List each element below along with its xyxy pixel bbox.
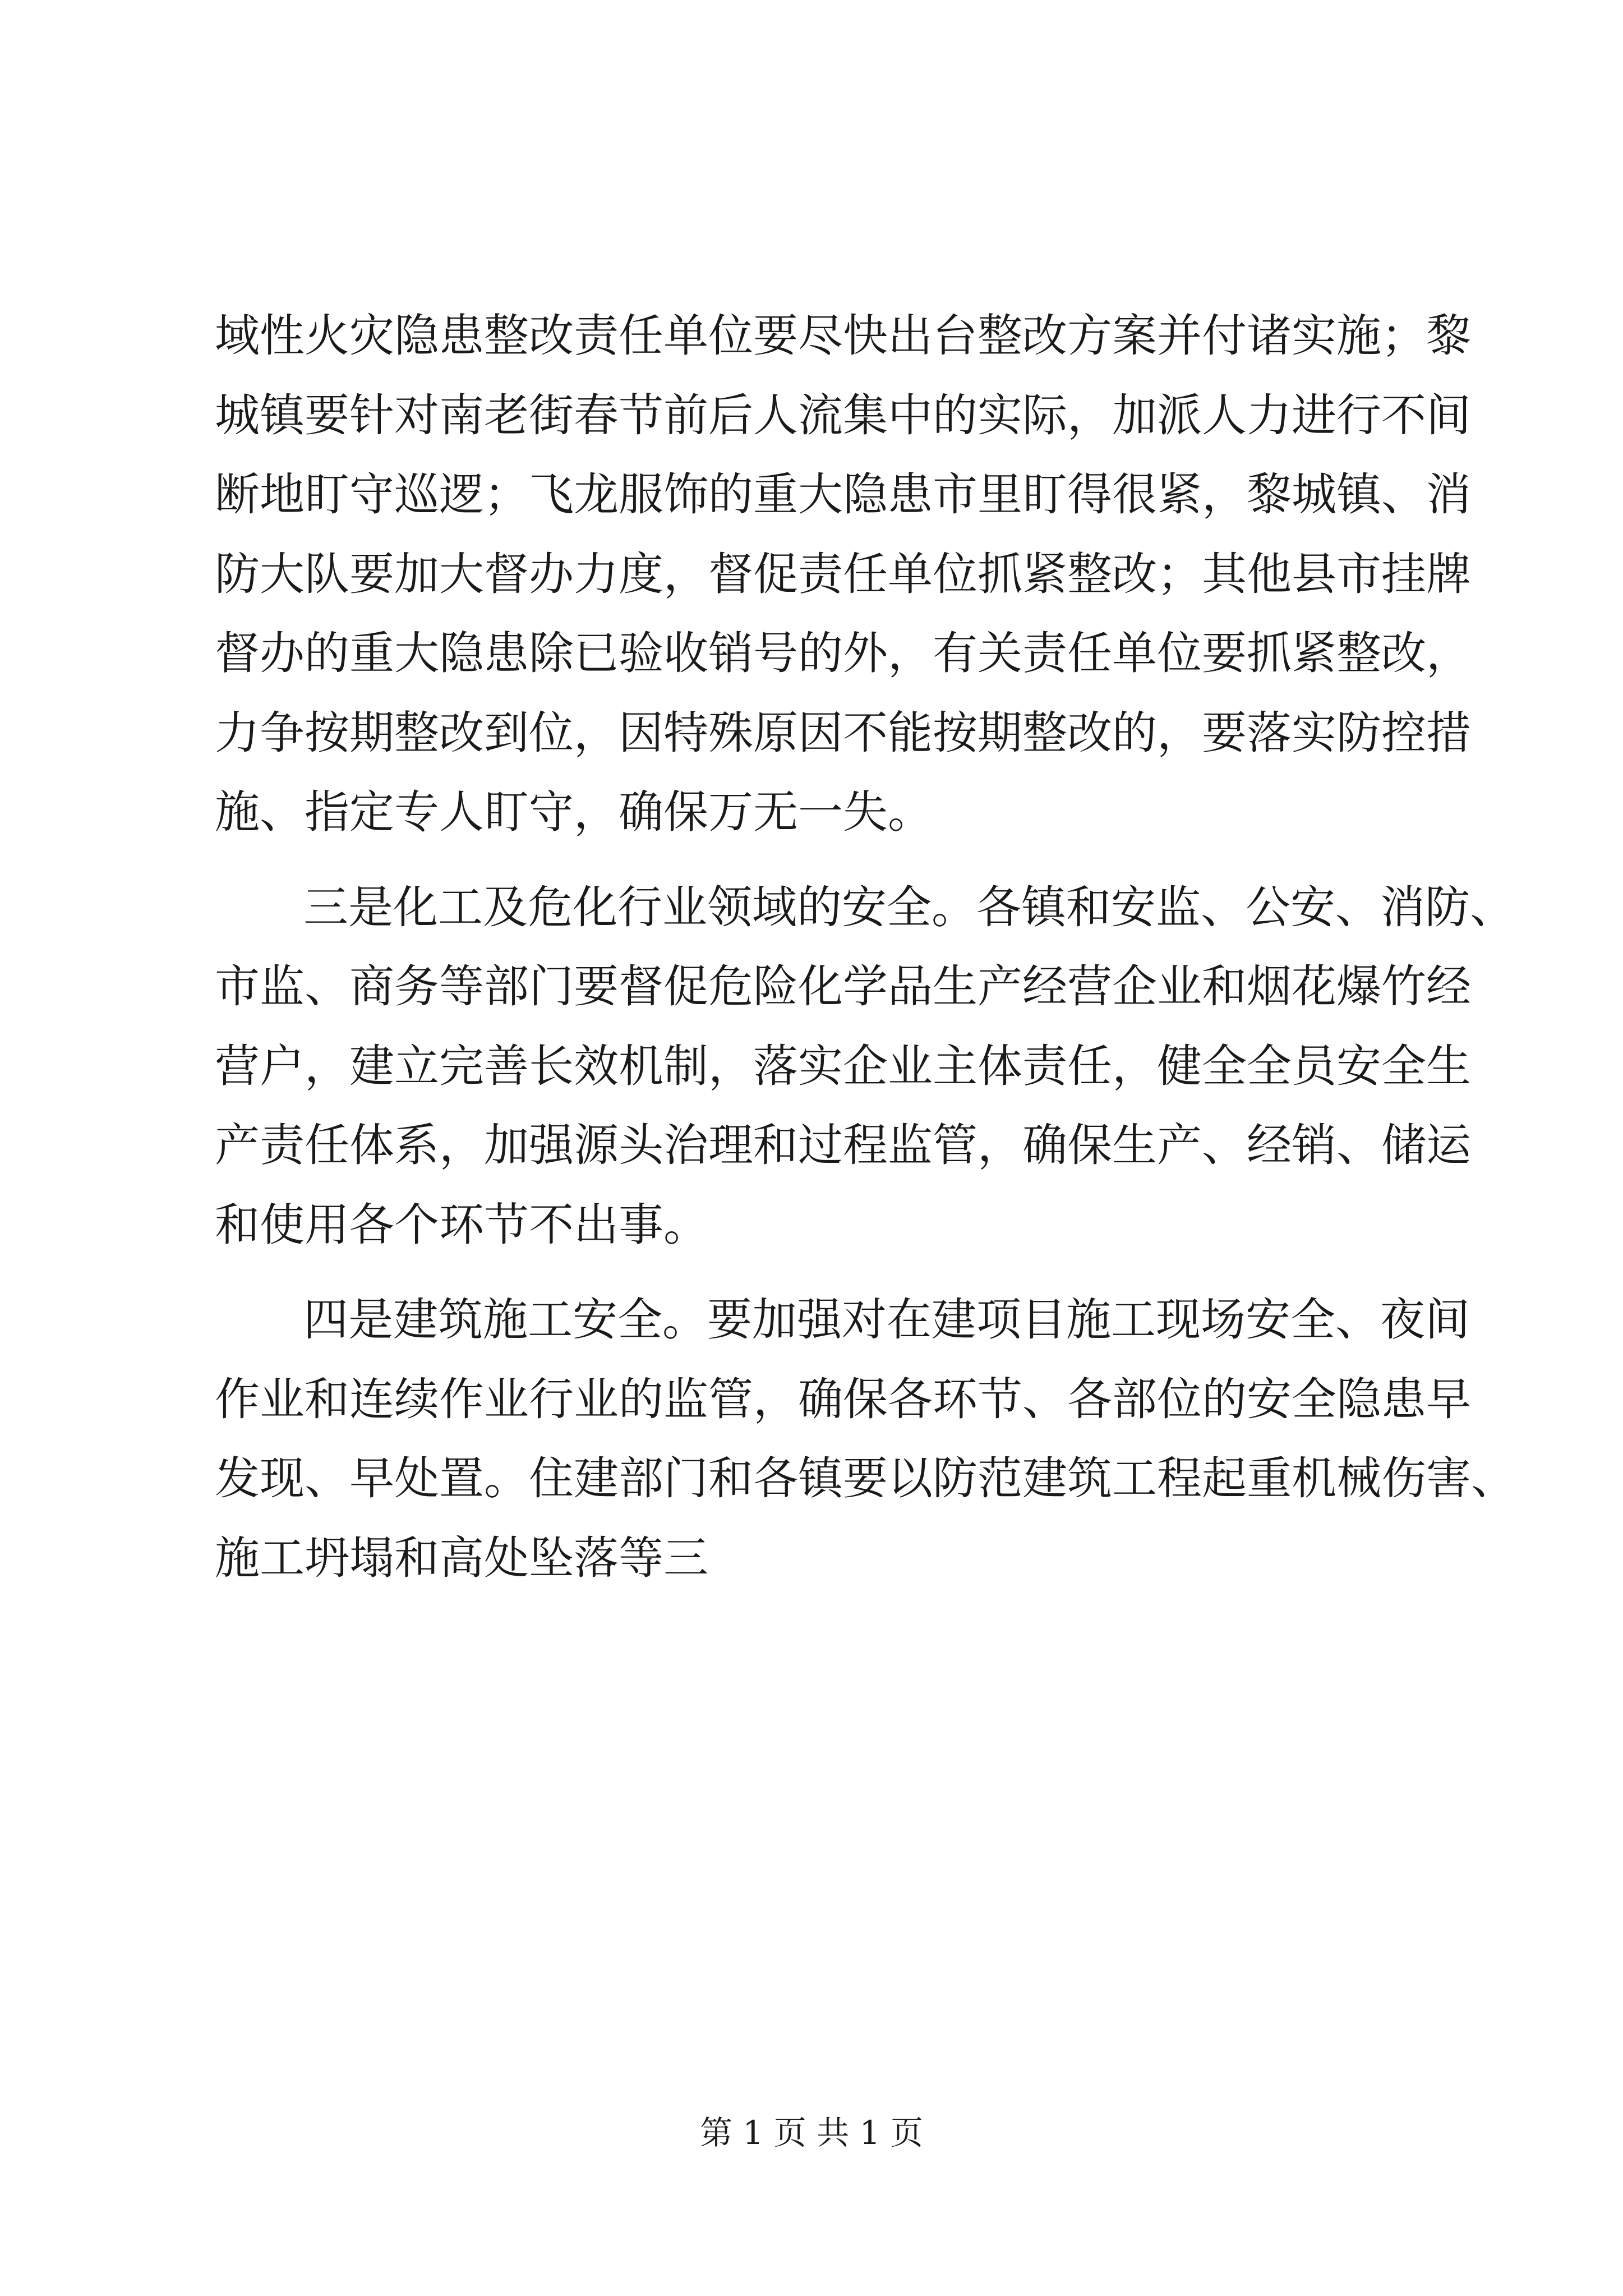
document-body (215, 296, 1516, 1598)
text-line: 和使用各个环节不出事。 (215, 1198, 708, 1251)
page-footer (0, 2106, 1623, 2154)
text-line: 督办的重大隐患除已验收销号的外，有关责任单位要抓紧整改， (215, 627, 1471, 679)
text-line: 施、指定专人盯守，确保万无一失。 (215, 786, 933, 838)
text-line: 四是建筑施工安全。要加强对在建项目施工现场安全、夜间 (303, 1294, 1470, 1346)
text-line: 发现、早处置。住建部门和各镇要以防范建筑工程起重机械伤害、 (215, 1452, 1516, 1504)
text-line: 防大队要加大督办力度，督促责任单位抓紧整改；其他县市挂牌 (215, 547, 1471, 600)
paragraph-2 (215, 868, 1515, 1265)
paragraph-spacer (215, 852, 1426, 868)
text-line: 施工坍塌和高处坠落等三 (215, 1531, 708, 1584)
text-line: 力争按期整改到位，因特殊原因不能按期整改的，要落实防控措 (215, 706, 1471, 759)
text-line: 产责任体系，加强源头治理和过程监管，确保生产、经销、储运 (215, 1119, 1471, 1171)
text-line: 市监、商务等部门要督促危险化学品生产经营企业和烟花爆竹经 (215, 960, 1471, 1013)
text-line: 三是化工及危化行业领域的安全。各镇和安监、公安、消防、 (303, 881, 1515, 933)
text-line: 城镇要针对南老街春节前后人流集中的实际，加派人力进行不间 (215, 389, 1471, 441)
text-line: 营户，建立完善长效机制，落实企业主体责任，健全全员安全生 (215, 1039, 1471, 1092)
paragraph-3 (215, 1280, 1516, 1598)
paragraph-spacer (215, 1264, 1426, 1280)
page-number-label: 第 1 页 共 1 页 (700, 2114, 923, 2152)
text-line: 断地盯守巡逻；飞龙服饰的重大隐患市里盯得很紧，黎城镇、消 (215, 468, 1471, 521)
paragraph-1 (215, 296, 1471, 852)
text-line: 域性火灾隐患整改责任单位要尽快出台整改方案并付诸实施；黎 (215, 310, 1471, 362)
text-line: 作业和连续作业行业的监管，确保各环节、各部位的安全隐患早 (215, 1373, 1471, 1425)
